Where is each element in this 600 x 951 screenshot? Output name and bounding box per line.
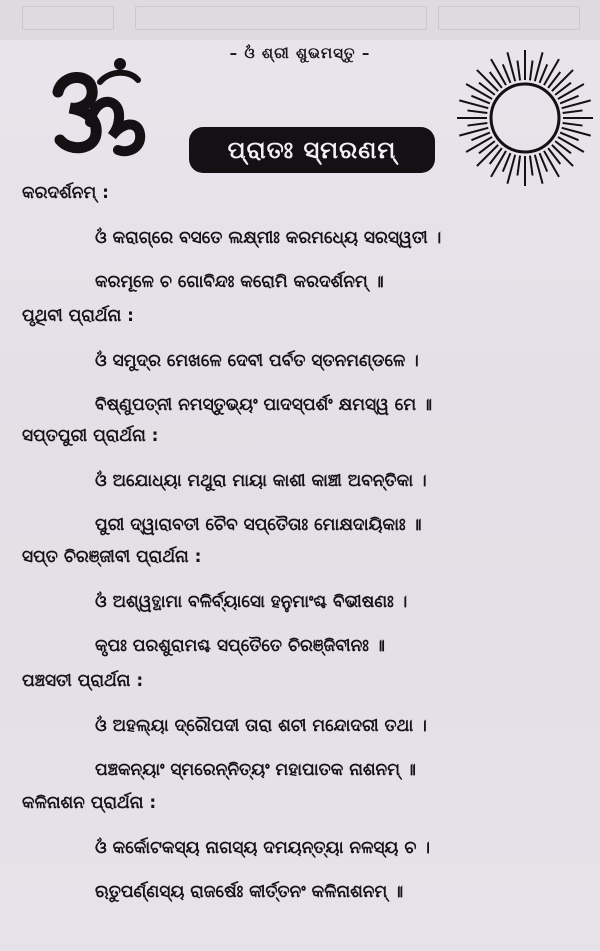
title-banner: ପ୍ରାତଃ ସ୍ମରଣମ୍ bbox=[189, 127, 435, 173]
section-heading: କରଦର୍ଶନମ୍ : bbox=[22, 183, 109, 203]
sun-ray bbox=[467, 110, 487, 113]
sun-ray bbox=[563, 123, 583, 126]
sun-ray bbox=[517, 60, 520, 80]
verse-line: କରମୂଳେ ଚ ଗୋବିନ୍ଦଃ କରୋମି କରଦର୍ଶନମ୍ ॥ bbox=[95, 272, 384, 292]
om-symbol-icon bbox=[40, 52, 150, 162]
sun-ray bbox=[466, 137, 492, 152]
sun-icon bbox=[455, 48, 595, 188]
bleed-through-box bbox=[438, 6, 580, 30]
sun-ray bbox=[491, 59, 506, 85]
sun-ray bbox=[552, 145, 573, 166]
invocation-text: – ଓଁ ଶ୍ରୀ ଶୁଭମସ୍ତୁ – bbox=[229, 44, 371, 62]
bleed-through-box bbox=[22, 6, 114, 30]
sun-ray bbox=[467, 123, 487, 126]
verse-line: ଋତୁପର୍ଣ୍ଣସ୍ୟ ରାଜର୍ଷେଃ କୀର୍ତ୍ତନଂ କଳିନାଶନମ୍ ॥ bbox=[95, 882, 404, 902]
sun-ray bbox=[466, 84, 492, 99]
section-heading: କଳିନାଶନ ପ୍ରାର୍ଥନା : bbox=[22, 793, 157, 813]
sun-ray bbox=[491, 151, 506, 177]
sun-ray bbox=[558, 84, 584, 99]
section-heading: ପଞ୍ଚସତୀ ପ୍ରାର୍ଥନା : bbox=[22, 671, 144, 691]
verse-line: ଓଁ କରାଗ୍ରେ ବସତେ ଲକ୍ଷ୍ମୀଃ କରମଧ୍ୟେ ସରସ୍ୱତୀ । bbox=[95, 228, 442, 248]
sun-ray bbox=[530, 156, 533, 176]
section-heading: ସପ୍ତପୁରୀ ପ୍ରାର୍ଥନା : bbox=[22, 426, 159, 446]
verse-line: ପଞ୍ଚକନ୍ୟାଂ ସ୍ମରେନ୍ନିତ୍ୟଂ ମହାପାତକ ନାଶନମ୍ ॥ bbox=[95, 760, 416, 780]
sun-ray bbox=[517, 156, 520, 176]
sun-ray bbox=[563, 110, 583, 113]
verse-line: ଓଁ ଅଯୋଧ୍ୟା ମଥୁରା ମାୟା କାଶୀ କାଞ୍ଚୀ ଅବନ୍ତିକା । bbox=[95, 471, 427, 491]
verse-line: ଓଁ ସମୁଦ୍ର ମେଖଳେ ଦେବୀ ପର୍ବତ ସ୍ତନମଣ୍ଡଳେ । bbox=[95, 351, 419, 371]
bleed-through-box bbox=[135, 6, 427, 30]
section-heading: ସପ୍ତ ଚିରଞ୍ଜୀବୀ ପ୍ରାର୍ଥନା : bbox=[22, 547, 202, 567]
section-heading: ପୃଥିବୀ ପ୍ରାର୍ଥନା : bbox=[22, 306, 134, 326]
sun-ray bbox=[477, 145, 498, 166]
top-header-strip bbox=[0, 0, 600, 40]
sun-ray bbox=[558, 137, 584, 152]
sun-ray bbox=[552, 70, 573, 91]
sun-ray bbox=[544, 59, 559, 85]
verse-line: ବିଷ୍ଣୁପତ୍ନୀ ନମସ୍ତୁଭ୍ୟଂ ପାଦସ୍ପର୍ଶଂ କ୍ଷମସ୍ୱ ମେ ॥ bbox=[95, 395, 433, 415]
verse-line: କୃପଃ ପରଶୁରାମଶ୍ଚ ସପ୍ତୈତେ ଚିରଞ୍ଜିବୀନଃ ॥ bbox=[95, 636, 385, 656]
verse-line: ଓଁ ଅଶ୍ୱତ୍ଥାମା ବଳିର୍ବ୍ୟାସୋ ହନୁମାଂଶ୍ଚ ବିଭୀଷଣଃ । bbox=[95, 592, 408, 612]
sun-ray bbox=[530, 60, 533, 80]
verse-line: ପୁରୀ ଦ୍ୱାରାବତୀ ଚୈବ ସପ୍ତୈତାଃ ମୋକ୍ଷଦାୟିକାଃ ॥ bbox=[95, 515, 422, 535]
sun-ray bbox=[544, 151, 559, 177]
verse-line: ଓଁ କର୍କୋଟକସ୍ୟ ନାଗସ୍ୟ ଦମୟନ୍ତ୍ୟା ନଳସ୍ୟ ଚ । bbox=[95, 838, 431, 858]
verse-line: ଓଁ ଅହଲ୍ୟା ଦ୍ରୌପଦୀ ତାରା ଶଚୀ ମନ୍ଦୋଦରୀ ତଥା । bbox=[95, 716, 427, 736]
sun-ray bbox=[477, 70, 498, 91]
